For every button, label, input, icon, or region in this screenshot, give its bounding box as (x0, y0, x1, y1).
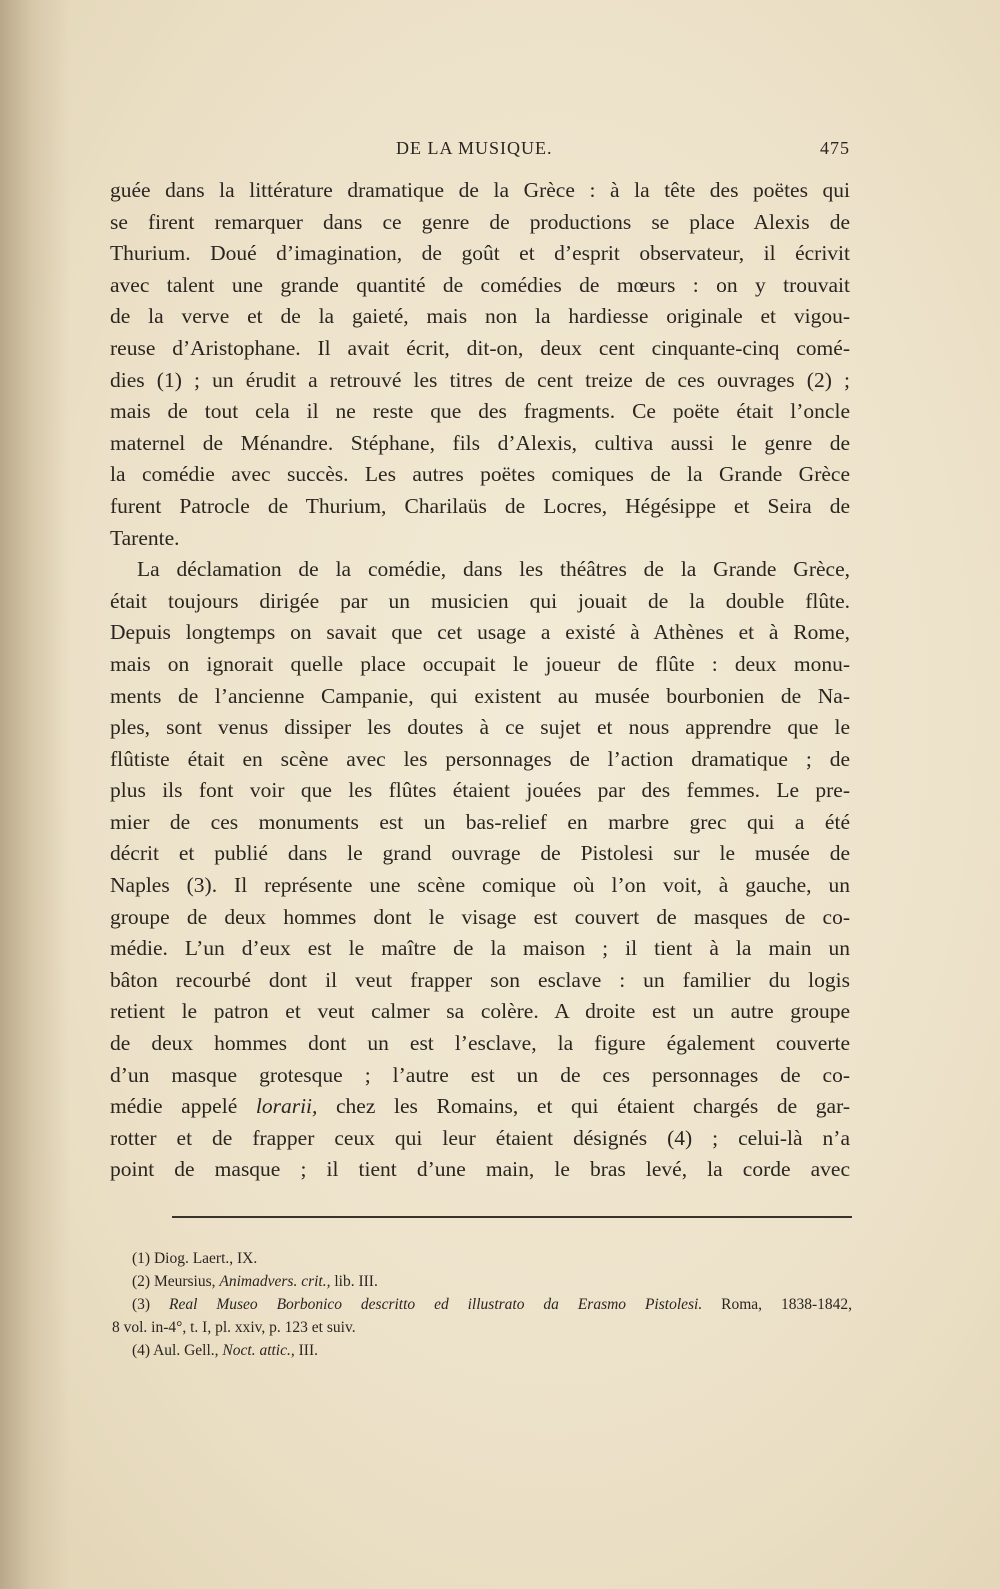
text-segment: médie appelé (110, 1094, 238, 1119)
footnote-title: Noct. attic., (222, 1342, 295, 1359)
footnote-divider (172, 1216, 852, 1218)
footnote-text: lib. III. (334, 1273, 378, 1290)
footnote-number: (4) (132, 1342, 151, 1359)
text-line: mais de tout cela il ne reste que des fragments. Ce poëte était l’oncle (110, 399, 850, 424)
text-line: ments de l’ancienne Campanie, qui existent au musée bourbonien de Na- (110, 683, 850, 708)
text-line: mier de ces monuments est un bas-relief en marbre grec qui a été (110, 809, 850, 834)
text-line: décrit et publié dans le grand ouvrage de Pistolesi sur le musée de (110, 841, 850, 866)
footnote-title: Real Museo Borbonico descritto ed illustrato da Erasmo Pistolesi. (169, 1296, 703, 1313)
text-line: médie. L’un d’eux est le maître de la maison ; il tient à la main un (110, 936, 850, 961)
text-line: point de masque ; il tient d’une main, le bras levé, la corde avec (110, 1157, 850, 1182)
text-line: d’un masque grotesque ; l’autre est un de ces personnages de co- (110, 1062, 850, 1087)
footnote-number: (1) (132, 1250, 151, 1267)
text-line: était toujours dirigée par un musicien qui jouait de la double flûte. (110, 588, 850, 613)
footnotes (112, 1247, 852, 1362)
text-line: maternel de Ménandre. Stéphane, fils d’Alexis, cultiva aussi le genre de (110, 430, 850, 455)
text-line: avec talent une grande quantité de comédies de mœurs : on y trouvait (110, 272, 850, 297)
text-line: dies (1) ; un érudit a retrouvé les titres de cent treize de ces ouvrages (2) ; (110, 367, 850, 392)
text-line: la comédie avec succès. Les autres poëtes comiques de la Grande Grèce (110, 462, 850, 487)
text-line: se firent remarquer dans ce genre de productions se place Alexis de (110, 209, 850, 234)
text-line: rotter et de frapper ceux qui leur étaient désignés (4) ; celui-là n’a (110, 1125, 850, 1150)
footnote-3-continuation: 8 vol. in-4°, t. I, pl. xxiv, p. 123 et suiv. (112, 1319, 356, 1336)
page-gutter-shadow (0, 0, 70, 1589)
page-number: 475 (820, 138, 850, 158)
text-line: Tarente. (110, 525, 180, 550)
footnote-text: III. (298, 1342, 318, 1359)
text-line: retient le patron et veut calmer sa colère. A droite est un autre groupe (110, 999, 850, 1024)
text-line: mais on ignorait quelle place occupait le joueur de flûte : deux monu- (110, 651, 850, 676)
footnote-author: Meursius, (153, 1273, 216, 1290)
text-line: groupe de deux hommes dont le visage est couvert de masques de co- (110, 904, 850, 929)
footnote-text: Diog. Laert., IX. (153, 1250, 258, 1267)
text-line: reuse d’Aristophane. Il avait écrit, dit-on, deux cent cinquante-cinq comé- (110, 335, 850, 360)
footnote-author: Aul. Gell., (153, 1342, 219, 1359)
footnote-4 (112, 1339, 852, 1362)
footnote-2 (112, 1270, 852, 1293)
text-line: guée dans la littérature dramatique de la Grèce : à la tête des poëtes qui (110, 178, 850, 202)
text-line (110, 1091, 850, 1123)
italic-term: lorarii, (255, 1094, 318, 1119)
text-segment: chez les Romains, et qui étaient chargés de gar- (336, 1094, 850, 1119)
running-title: DE LA MUSIQUE. (396, 138, 553, 158)
footnote-number: (2) (132, 1273, 151, 1290)
footnote-title: Animadvers. crit., (219, 1273, 331, 1290)
page-header (110, 138, 850, 162)
footnote-text: Roma, 1838-1842, (721, 1296, 853, 1313)
text-line: de la verve et de la gaieté, mais non la hardiesse originale et vigou- (110, 304, 850, 329)
footnote-1 (112, 1247, 852, 1270)
text-line: de deux hommes dont un est l’esclave, la figure également couverte (110, 1031, 850, 1056)
main-text (110, 175, 850, 1186)
text-line: Naples (3). Il représente une scène comique où l’on voit, à gauche, un (110, 873, 850, 898)
paragraph-start-line: La déclamation de la comédie, dans les théâtres de la Grande Grèce, (137, 557, 850, 582)
text-line: bâton recourbé dont il veut frapper son esclave : un familier du logis (110, 967, 850, 992)
text-line: ples, sont venus dissiper les doutes à ce sujet et nous apprendre que le (110, 715, 850, 740)
text-line: Depuis longtemps on savait que cet usage a existé à Athènes et à Rome, (110, 620, 850, 645)
text-line: flûtiste était en scène avec les personnages de l’action dramatique ; de (110, 746, 850, 771)
text-line: furent Patrocle de Thurium, Charilaüs de Locres, Hégésippe et Seira de (110, 493, 850, 518)
text-line: plus ils font voir que les flûtes étaient jouées par des femmes. Le pre- (110, 778, 850, 803)
footnote-number: (3) (132, 1296, 151, 1313)
text-line: Thurium. Doué d’imagination, de goût et d’esprit observateur, il écrivit (110, 241, 850, 266)
footnote-3 (112, 1293, 852, 1316)
